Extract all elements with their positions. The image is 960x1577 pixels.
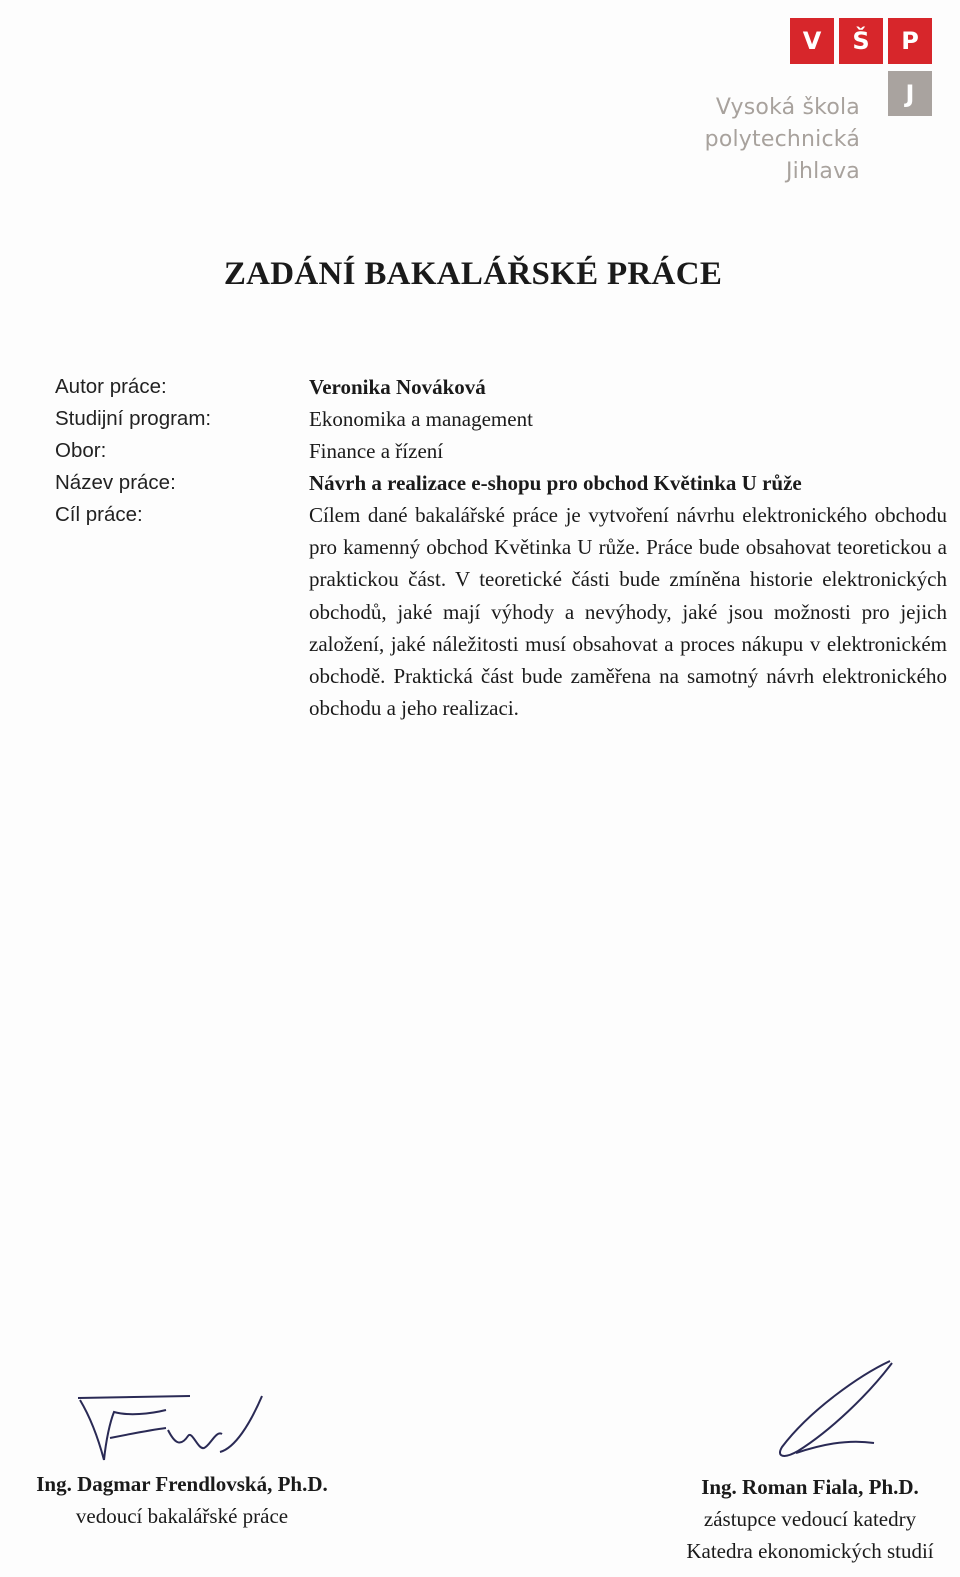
document-title: ZADÁNÍ BAKALÁŘSKÉ PRÁCE xyxy=(223,256,723,292)
school-logo xyxy=(688,16,938,186)
field-value-author: Veronika Nováková xyxy=(309,375,486,399)
logo-letter-v: V xyxy=(790,18,834,64)
logo-line-3: Jihlava xyxy=(785,159,860,184)
signatory-name: Ing. Roman Fiala, Ph.D. xyxy=(701,1475,919,1499)
signature-left-drawing xyxy=(70,1390,270,1476)
field-specialization xyxy=(55,435,947,467)
logo-line-1: Vysoká škola xyxy=(715,95,860,120)
logo-letter-s: Š xyxy=(839,18,883,64)
thesis-details xyxy=(55,371,947,724)
field-label: Obor: xyxy=(55,439,107,462)
signature-right-drawing xyxy=(770,1355,900,1470)
signatory-role: vedoucí bakalářské práce xyxy=(75,1504,289,1528)
signatory-department: Katedra ekonomických studií xyxy=(686,1539,934,1563)
field-thesis-goal xyxy=(55,499,947,724)
logo-letter-j: J xyxy=(888,71,932,116)
signatory-name: Ing. Dagmar Frendlovská, Ph.D. xyxy=(36,1472,328,1496)
field-study-program xyxy=(55,403,947,435)
field-thesis-title xyxy=(55,467,947,499)
logo-school-name xyxy=(705,92,860,188)
signature-right xyxy=(655,1471,960,1567)
signature-left xyxy=(12,1468,352,1532)
logo-letter-p: P xyxy=(888,18,932,64)
logo-line-2: polytechnická xyxy=(704,127,860,152)
field-label: Název práce: xyxy=(55,471,176,494)
field-label: Cíl práce: xyxy=(55,503,143,526)
field-label: Autor práce: xyxy=(55,375,167,398)
field-value-thesis-goal: Cílem dané bakalářské práce je vytvoření návrhu elektronického obchodu pro kamenný obchod Květinka U růže. Práce bude obsahovat teoretickou a praktickou část. V teoretické části bude zmíněna historie elektronických obchodů, jaké mají výhody a nevýhody, jaké jsou možnosti pro jejich založení, jaké náležitosti musí obsahovat a proces nákupu v elektronickém obchodě. Praktická část bude zaměřena na samotný návrh elektronického obchodu a jeho realizaci. xyxy=(309,503,947,721)
field-value-thesis-title: Návrh a realizace e-shopu pro obchod Květinka U růže xyxy=(309,471,802,495)
field-label: Studijní program: xyxy=(55,407,212,430)
field-value-study-program: Ekonomika a management xyxy=(309,407,533,431)
signatory-role: zástupce vedoucí katedry xyxy=(703,1507,917,1531)
field-value-specialization: Finance a řízení xyxy=(309,439,444,463)
field-author xyxy=(55,371,947,403)
